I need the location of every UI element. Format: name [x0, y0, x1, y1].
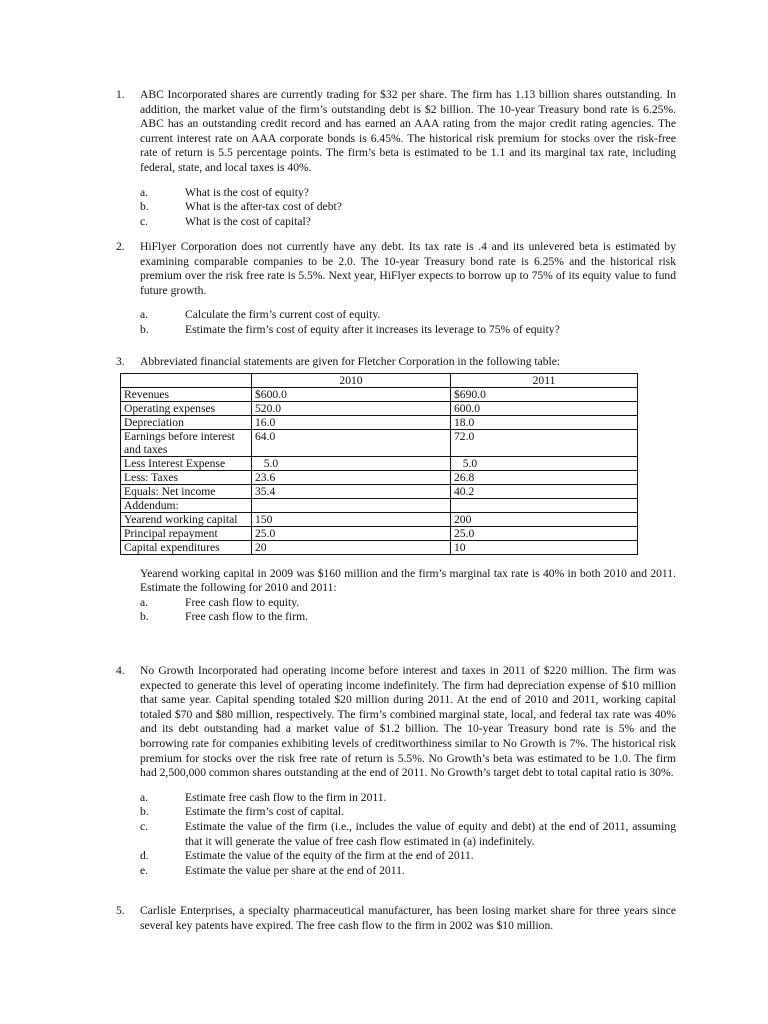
question-text: Carlisle Enterprises, a specialty pharmaceutical manufacturer, has been losing market share for three years since several key patents have expired. The free cash flow to the firm in 2002 was $10 million.	[140, 904, 676, 932]
sub-question: a. Free cash flow to equity.	[140, 595, 300, 609]
sub-question: c. Estimate the value of the firm (i.e., includes the value of equity and debt) at the end of 2011, assuming that it will generate the value of free cash flow estimated in (a) indefinitely.	[140, 819, 676, 848]
table-row: Principal repayment 25.0 25.0	[121, 526, 638, 540]
sub-question: e. Estimate the value per share at the end of 2011.	[140, 863, 405, 877]
sub-questions	[140, 791, 676, 879]
sub-question: a. Calculate the firm’s current cost of equity.	[140, 308, 381, 322]
question-text: HiFlyer Corporation does not currently have any debt. Its tax rate is .4 and its unlevered beta is estimated by examining comparable companies to be 2.0. The 10-year Treasury bond rate is 6.25% and the historical risk premium over the risk free rate is 5.5%. Next year, HiFlyer expects to borrow up to 75% of its equity value to fund future growth.	[140, 240, 676, 297]
question-number: 1.	[116, 88, 125, 101]
table-row: Depreciation 16.0 18.0	[121, 415, 638, 429]
sub-questions	[140, 186, 676, 230]
question-4	[116, 664, 676, 878]
financial-table	[120, 373, 638, 555]
sub-question: a. Estimate free cash flow to the firm in 2011.	[140, 790, 387, 804]
question-text: ABC Incorporated shares are currently trading for $32 per share. The firm has 1.13 billion shares outstanding. In addition, the market value of the firm’s outstanding debt is $2 billion. The 10-year Treasury bond rate is 6.25%. ABC has an outstanding credit record and has earned an AAA rating from the major credit rating agencies. The current interest rate on AAA corporate bonds is 6.45%. The historical risk premium for stocks over the risk-free rate of return is 5.5 percentage points. The firm’s beta is estimated to be 1.1 and its marginal tax rate, including federal, state, and local taxes is 40%.	[140, 88, 676, 174]
question-text: Yearend working capital in 2009 was $160 million and the firm’s marginal tax rate is 40% in both 2010 and 2011. Estimate the following for 2010 and 2011:	[140, 566, 676, 595]
table-row: Less: Taxes 23.6 26.8	[121, 470, 638, 484]
question-number: 5.	[116, 904, 125, 917]
table-row: Earnings before interest and taxes 64.0 72.0	[121, 429, 638, 456]
sub-question: b. Estimate the firm’s cost of equity after it increases its leverage to 75% of equity?	[140, 322, 560, 336]
sub-questions	[140, 596, 676, 625]
question-number: 2.	[116, 240, 125, 253]
table-row: Capital expenditures 20 10	[121, 540, 638, 554]
sub-questions	[140, 308, 676, 337]
table-header-row: 2010 2011	[121, 373, 638, 387]
sub-question: b. What is the after-tax cost of debt?	[140, 200, 342, 214]
sub-question: c. What is the cost of capital?	[140, 214, 311, 228]
question-text: No Growth Incorporated had operating income before interest and taxes in 2011 of $220 million. The firm was expected to generate this level of operating income indefinitely. The firm had depreciation expense of $10 million that same year. Capital spending totaled $20 million during 2011. At the end of 2010 and 2011, working capital totaled $70 and $80 million, respectively. The firm’s combined marginal state, local, and federal tax rate was 40% and its debt outstanding had a market value of $1.2 billion. The 10-year Treasury bond rate is 5% and the borrowing rate for companies exhibiting levels of creditworthiness similar to No Growth is 7%. The historical risk premium for stocks over the risk free rate of return is 5.5%. No Growth’s beta was estimated to be 1.0. The firm had 2,500,000 common shares outstanding at the end of 2011. No Growth’s target debt to total capital ratio is 30%.	[140, 664, 676, 780]
sub-question: b. Free cash flow to the firm.	[140, 610, 308, 624]
sub-question: d. Estimate the value of the equity of the firm at the end of 2011.	[140, 849, 474, 863]
sub-question: b. Estimate the firm’s cost of capital.	[140, 805, 345, 819]
question-1	[116, 88, 676, 229]
table-row: Equals: Net income 35.4 40.2	[121, 484, 638, 498]
table-row: Operating expenses 520.0 600.0	[121, 401, 638, 415]
table-row: Less Interest Expense 5.0 5.0	[121, 456, 638, 470]
sub-question: a. What is the cost of equity?	[140, 185, 309, 199]
question-number: 3.	[116, 355, 125, 368]
question-3	[116, 355, 676, 625]
question-number: 4.	[116, 664, 125, 677]
table-row: Yearend working capital 150 200	[121, 512, 638, 526]
table-row: Addendum:	[121, 498, 638, 512]
question-text: Abbreviated financial statements are given for Fletcher Corporation in the following table:	[140, 355, 561, 368]
question-2	[116, 240, 676, 338]
table-row: Revenues $600.0 $690.0	[121, 387, 638, 401]
question-5	[116, 904, 676, 933]
